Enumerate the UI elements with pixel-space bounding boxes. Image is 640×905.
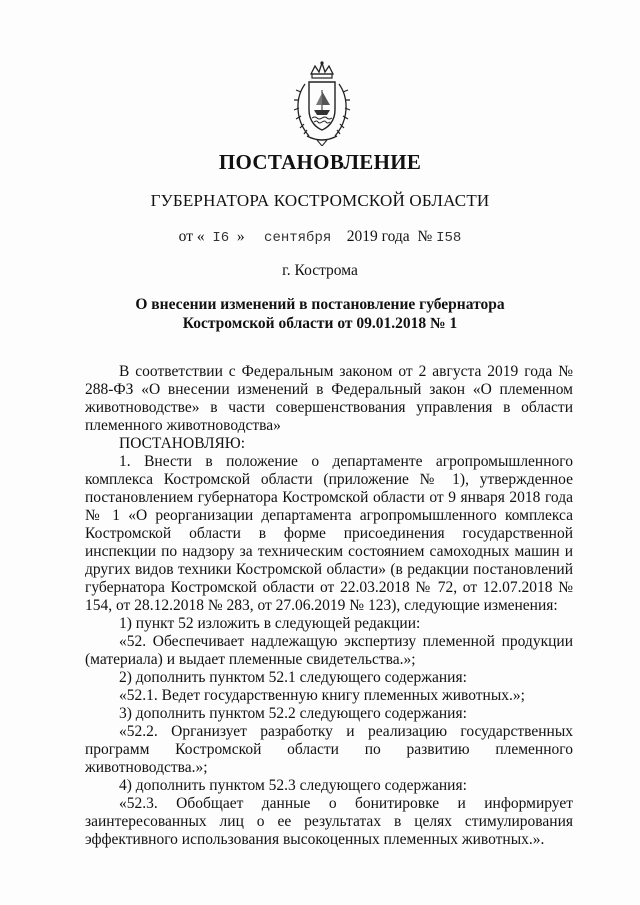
document-title: ПОСТАНОВЛЕНИЕ [218,150,422,174]
body-paragraph: «52.3. Обобщает данные о бонитировке и информирует заинтересованных лиц о ее результатах в целях стимулирования эффективного использования высокоценных племенных животных.». [85,795,573,848]
date-quote-close: » [236,228,245,245]
heading-line-2: Костромской области от 09.01.2018 № 1 [182,315,458,332]
body-paragraph: 1. Внести в положение о департаменте агропромышленного комплекса Костромской области (приложение № 1), утвержденное постановлением губернатора Костромской области от 9 января 2018 года № 1 «О реорганизации департамента агропромышленного комплекса Костромской области в форме присоединения государственной инспекции по надзору за техническим состоянием самоходных машин и других видов техники Костромской области» (в редакции постановлений губернатора Костромской области от 22.03.2018 № 72, от 12.07.2018 № 154, от 28.12.2018 № 283, от 27.06.2019 № 123), следующие изменения: [85,453,573,614]
document-date-line [0,228,640,246]
body-paragraph: 2) дополнить пунктом 52.1 следующего содержания: [119,669,467,686]
body-paragraph: ПОСТАНОВЛЯЮ: [119,435,246,452]
body-paragraph: 3) дополнить пунктом 52.2 следующего содержания: [119,705,467,722]
document-heading [0,295,640,333]
heading-line-1: О внесении изменений в постановление губернатора [135,296,505,313]
coat-of-arms-icon [287,60,357,146]
body-paragraph: 1) пункт 52 изложить в следующей редакции: [119,615,421,632]
date-year: 2019 года [346,228,410,245]
document-body [85,363,573,849]
number-sign: № [417,228,433,245]
body-paragraph: «52.2. Организует разработку и реализацию государственных программ Костромской области по развитию племенного животноводства.»; [85,723,573,776]
document-issuer: ГУБЕРНАТОРА КОСТРОМСКОЙ ОБЛАСТИ [150,191,490,210]
date-month: сентября [264,230,332,246]
body-paragraph: «52.1. Ведет государственную книгу племенных животных.»; [119,687,525,704]
body-paragraph: «52. Обеспечивает надлежащую экспертизу племенной продукции (материала) и выдает племенные свидетельства.»; [85,633,573,668]
date-prefix: от « [178,228,205,245]
document-number: I58 [436,230,462,246]
body-paragraph: 4) дополнить пунктом 52.3 следующего содержания: [119,777,467,794]
document-city: г. Кострома [282,262,358,279]
body-paragraph: В соответствии с Федеральным законом от 2 августа 2019 года № 288-ФЗ «О внесении изменений в Федеральный закон «О племенном животноводстве» в части совершенствования управления в области племенного животноводства» [85,363,573,434]
date-day: I6 [212,230,230,246]
